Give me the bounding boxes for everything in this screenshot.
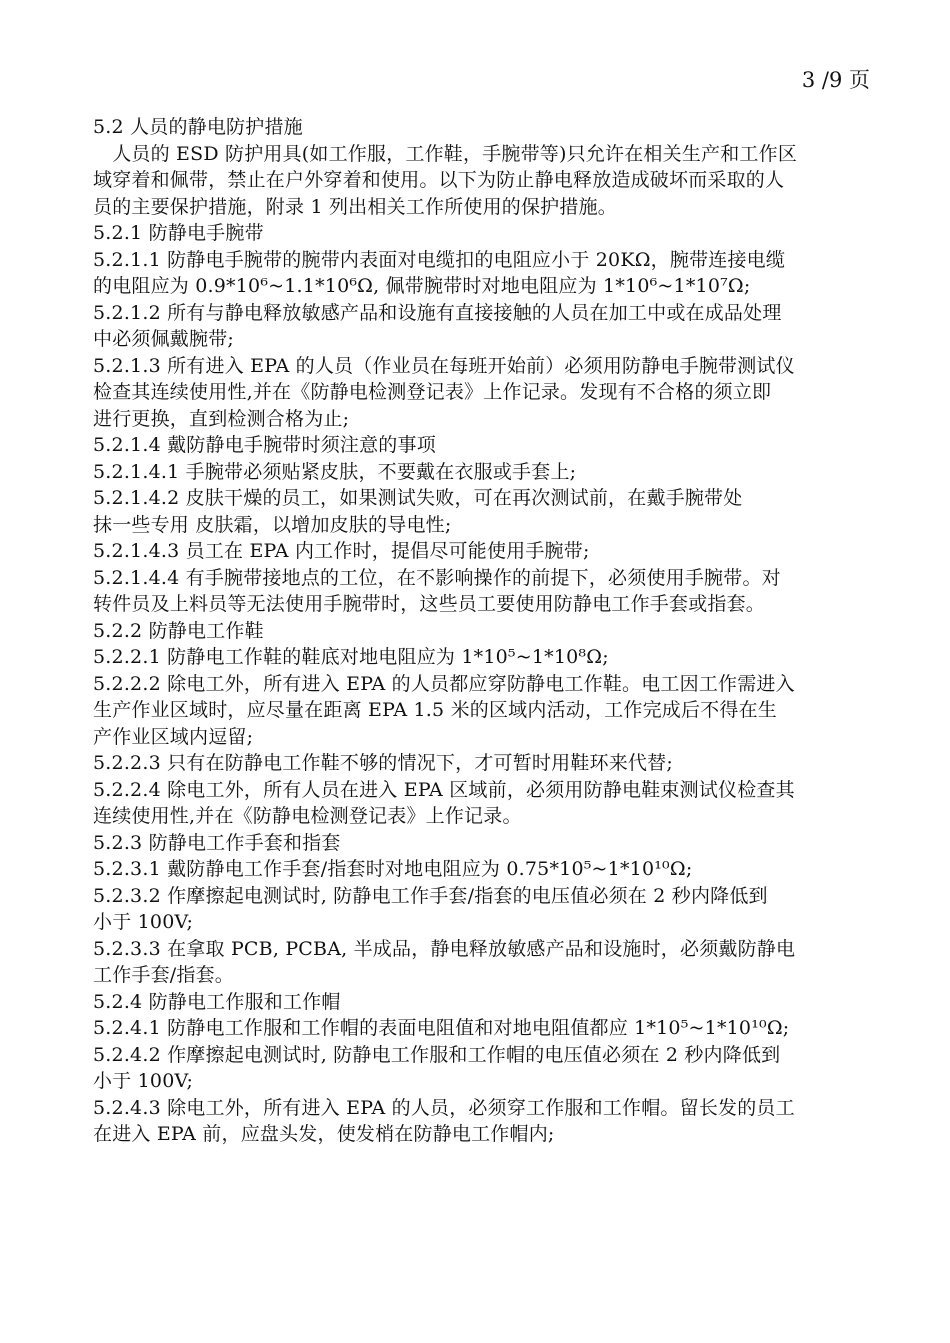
text-line: 连续使用性,并在《防静电检测登记表》上作记录。 xyxy=(93,805,522,827)
text-line: 5.2.2.2 除电工外，所有进入 EPA 的人员都应穿防静电工作鞋。电工因工作需进入 xyxy=(93,672,795,695)
text-line: 检查其连续使用性,并在《防静电检测登记表》上作记录。发现有不合格的须立即 xyxy=(93,381,772,403)
text-line: 5.2.1.4 戴防静电手腕带时须注意的事项 xyxy=(93,434,436,456)
text-line: 中必须佩戴腕带; xyxy=(93,328,235,350)
text-line: 5.2.4.3 除电工外，所有进入 EPA 的人员，必须穿工作服和工作帽。留长发的员工 xyxy=(93,1096,795,1119)
text-line: 域穿着和佩带，禁止在户外穿着和使用。以下为防止静电释放造成破坏而采取的人 xyxy=(93,169,785,191)
text-line: 员的主要保护措施，附录 1 列出相关工作所使用的保护措施。 xyxy=(93,195,617,218)
document-body xyxy=(93,114,893,1148)
text-line: 小于 100V; xyxy=(93,1070,194,1092)
text-line: 5.2.4.2 作摩擦起电测试时, 防静电工作服和工作帽的电压值必须在 2 秒内降低到 xyxy=(93,1043,781,1066)
text-line: 生产作业区域时，应尽量在距离 EPA 1.5 米的区域内活动，工作完成后不得在生 xyxy=(93,699,777,721)
text-line: 5.2.1.4.4 有手腕带接地点的工位，在不影响操作的前提下，必须使用手腕带。对 xyxy=(93,566,781,589)
text-line: 进行更换，直到检测合格为止; xyxy=(93,407,350,430)
text-line: 5.2.2.4 除电工外，所有人员在进入 EPA 区域前，必须用防静电鞋束测试仪检查其 xyxy=(93,778,795,801)
text-line: 5.2.1.1 防静电手腕带的腕带内表面对电缆扣的电阻应小于 20KΩ，腕带连接电缆 xyxy=(93,248,786,271)
text-line: 5.2.3.2 作摩擦起电测试时, 防静电工作手套/指套的电压值必须在 2 秒内降低到 xyxy=(93,884,768,907)
text-line: 5.2.3.1 戴防静电工作手套/指套时对地电阻应为 0.75*10⁵~1*10¹⁰Ω; xyxy=(93,858,693,880)
text-line: 人员的 ESD 防护用具(如工作服，工作鞋，手腕带等)只允许在相关生产和工作区 xyxy=(93,142,798,165)
text-line: 在进入 EPA 前，应盘头发，使发梢在防静电工作帽内; xyxy=(93,1123,555,1145)
text-line: 5.2.1.2 所有与静电释放敏感产品和设施有直接接触的人员在加工中或在成品处理 xyxy=(93,301,782,324)
text-line: 5.2.4.1 防静电工作服和工作帽的表面电阻值和对地电阻值都应 1*10⁵~1*10¹⁰Ω; xyxy=(93,1017,790,1039)
text-line: 产作业区域内逗留; xyxy=(93,725,254,748)
text-line: 5.2.1.4.1 手腕带必须贴紧皮肤，不要戴在衣服或手套上; xyxy=(93,460,577,483)
text-line: 5.2.1.4.2 皮肤干燥的员工，如果测试失败，可在再次测试前，在戴手腕带处 xyxy=(93,487,743,509)
text-line: 5.2.1.4.3 员工在 EPA 内工作时，提倡尽可能使用手腕带; xyxy=(93,540,590,562)
text-line: 转件员及上料员等无法使用手腕带时，这些员工要使用防静电工作手套或指套。 xyxy=(93,593,766,615)
text-line: 小于 100V; xyxy=(93,911,194,933)
text-line: 5.2.1.3 所有进入 EPA 的人员（作业员在每班开始前）必须用防静电手腕带测试仪 xyxy=(93,354,795,377)
text-line: 5.2.3.3 在拿取 PCB, PCBA, 半成品，静电释放敏感产品和设施时，必须戴防静电 xyxy=(93,937,796,960)
text-line: 工作手套/指套。 xyxy=(93,964,235,986)
text-line: 抹一些专用 皮肤霜，以增加皮肤的导电性; xyxy=(93,513,452,536)
page-number: 3 /9 页 xyxy=(801,68,870,92)
text-line: 5.2.1 防静电手腕带 xyxy=(93,222,264,244)
text-line: 5.2.4 防静电工作服和工作帽 xyxy=(93,990,341,1013)
text-line: 的电阻应为 0.9*10⁶~1.1*10⁶Ω, 佩带腕带时对地电阻应为 1*10⁶~1*10⁷Ω; xyxy=(93,275,751,297)
text-line: 5.2.3 防静电工作手套和指套 xyxy=(93,831,341,854)
text-line: 5.2.2.1 防静电工作鞋的鞋底对地电阻应为 1*10⁵~1*10⁸Ω; xyxy=(93,646,609,668)
text-line: 5.2 人员的静电防护措施 xyxy=(93,116,303,138)
text-line: 5.2.2 防静电工作鞋 xyxy=(93,619,264,642)
text-line: 5.2.2.3 只有在防静电工作鞋不够的情况下，才可暂时用鞋环来代替; xyxy=(93,752,673,774)
